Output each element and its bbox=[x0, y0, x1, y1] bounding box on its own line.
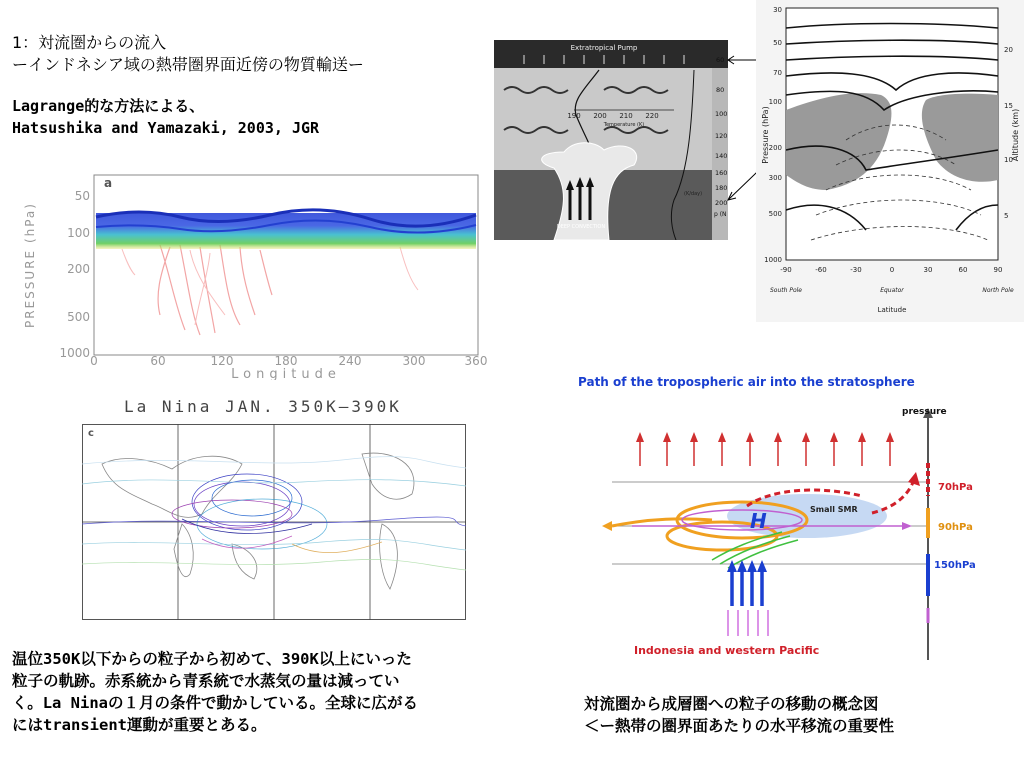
y-tick: 500 bbox=[67, 310, 90, 324]
left-caption-line: にはtransient運動が重要とある。 bbox=[12, 716, 267, 734]
x-tick: -30 bbox=[850, 266, 862, 274]
x-tick: 180 bbox=[274, 354, 298, 368]
heating-label: (K/day) bbox=[684, 191, 703, 197]
method-line: Lagrange的な方法による、 bbox=[12, 97, 205, 115]
p150-label: 150hPa bbox=[934, 560, 976, 571]
p-tick: 80 bbox=[716, 86, 725, 94]
alt-tick: 15 bbox=[1004, 102, 1013, 110]
title-line-2: ーインドネシア域の熱帯圏界面近傍の物質輸送ー bbox=[12, 55, 364, 74]
world-map-trajectories bbox=[82, 424, 466, 620]
y-tick: 100 bbox=[67, 226, 90, 240]
y-tick: 100 bbox=[768, 98, 782, 106]
x-tick: 0 bbox=[90, 354, 98, 368]
x-tick: 60 bbox=[958, 266, 968, 274]
y-tick: 500 bbox=[768, 210, 782, 218]
method-block bbox=[12, 95, 319, 139]
smr-label: Small SMR bbox=[810, 505, 858, 514]
right-caption bbox=[584, 693, 894, 737]
p-tick: 160 bbox=[715, 169, 728, 177]
equator-label: Equator bbox=[880, 287, 904, 294]
la-nina-title: La Nina JAN. 350K–390K bbox=[124, 397, 402, 416]
temp-tick: 190 bbox=[567, 112, 581, 120]
tropospheric-path-diagram bbox=[572, 368, 984, 668]
p-tick: 100 bbox=[715, 110, 728, 118]
alt-tick: 20 bbox=[1004, 46, 1013, 54]
x-tick: 60 bbox=[150, 354, 166, 368]
y-tick: 200 bbox=[67, 262, 90, 276]
x-tick: 360 bbox=[464, 354, 488, 368]
left-caption-line: く。La Ninaの１月の条件で動かしている。全球に広がる bbox=[12, 694, 419, 712]
red-upward-arrows bbox=[640, 440, 890, 466]
right-caption-line: ＜ー熱帯の圏界面あたりの水平移流の重要性 bbox=[584, 717, 895, 735]
y-tick: 300 bbox=[768, 174, 782, 182]
left-caption bbox=[12, 648, 532, 736]
y-axis-label: PRESSURE (hPa) bbox=[23, 202, 37, 328]
y-tick: 1000 bbox=[764, 256, 782, 264]
right-caption-line: 対流圏から成層圏への粒子の移動の概念図 bbox=[584, 695, 879, 713]
path-title: Path of the tropospheric air into the stratosphere bbox=[578, 375, 915, 389]
region-label: Indonesia and western Pacific bbox=[634, 644, 820, 657]
temp-tick: 220 bbox=[645, 112, 659, 120]
temp-label: Temperature (K) bbox=[603, 122, 645, 128]
p-tick: 180 bbox=[715, 184, 728, 192]
extratropical-pump-figure bbox=[494, 40, 728, 240]
p90-label: 90hPa bbox=[938, 522, 973, 533]
north-pole-label: North Pole bbox=[982, 287, 1014, 294]
temp-tick: 210 bbox=[619, 112, 633, 120]
high-label: H bbox=[750, 509, 767, 533]
p-unit: p (N bbox=[714, 211, 727, 218]
p-tick: 120 bbox=[715, 132, 728, 140]
p-tick: 60 bbox=[716, 56, 725, 64]
y-tick: 200 bbox=[768, 144, 782, 152]
x-axis-label: Longitude bbox=[231, 367, 341, 380]
y-tick: 50 bbox=[74, 189, 90, 203]
left-caption-line: 粒子の軌跡。赤系統から青系統で水蒸気の量は減ってい bbox=[12, 672, 400, 690]
y-tick: 1000 bbox=[59, 346, 90, 360]
p-tick: 200 bbox=[715, 199, 728, 207]
x-axis-label: Latitude bbox=[877, 306, 907, 314]
trajectory-pressure-figure bbox=[10, 165, 490, 380]
left-caption-line: 温位350K以下からの粒子から初めて、390K以上にいった bbox=[12, 650, 412, 668]
pressure-label: pressure bbox=[902, 407, 947, 417]
citation-line: Hatsushika and Yamazaki, 2003, JGR bbox=[12, 119, 320, 137]
x-tick: 90 bbox=[993, 266, 1003, 274]
convection-label: DEEP CONVECTION bbox=[556, 224, 606, 230]
latitude-pressure-section bbox=[756, 0, 1024, 322]
pump-title: Extratropical Pump bbox=[570, 44, 638, 52]
panel-label: a bbox=[104, 176, 113, 190]
title-line-1: 1：対流圏からの流入 bbox=[12, 33, 167, 52]
south-pole-label: South Pole bbox=[770, 287, 802, 294]
pink-upward-arrows bbox=[728, 610, 768, 636]
y-tick: 50 bbox=[773, 39, 782, 47]
blue-upward-arrows bbox=[732, 570, 762, 606]
panel-label: c bbox=[88, 428, 94, 439]
y-tick: 30 bbox=[773, 6, 782, 14]
alt-tick: 10 bbox=[1004, 156, 1013, 164]
y-tick: 70 bbox=[773, 69, 782, 77]
p70-label: 70hPa bbox=[938, 482, 973, 493]
x-tick: 120 bbox=[210, 354, 234, 368]
x-tick: 30 bbox=[923, 266, 933, 274]
p-tick: 140 bbox=[715, 152, 728, 160]
title-block bbox=[12, 32, 364, 76]
temp-tick: 200 bbox=[593, 112, 607, 120]
x-tick: 300 bbox=[402, 354, 426, 368]
trajectory-band bbox=[96, 213, 476, 249]
x-tick: 240 bbox=[338, 354, 362, 368]
x-tick: -90 bbox=[780, 266, 792, 274]
alt-axis-label: Altitude (km) bbox=[1011, 108, 1020, 162]
x-tick: -60 bbox=[815, 266, 827, 274]
plot-frame bbox=[94, 175, 478, 355]
y-axis-label: Pressure (hPa) bbox=[761, 106, 770, 164]
x-tick: 0 bbox=[889, 266, 895, 274]
alt-tick: 5 bbox=[1004, 212, 1009, 220]
